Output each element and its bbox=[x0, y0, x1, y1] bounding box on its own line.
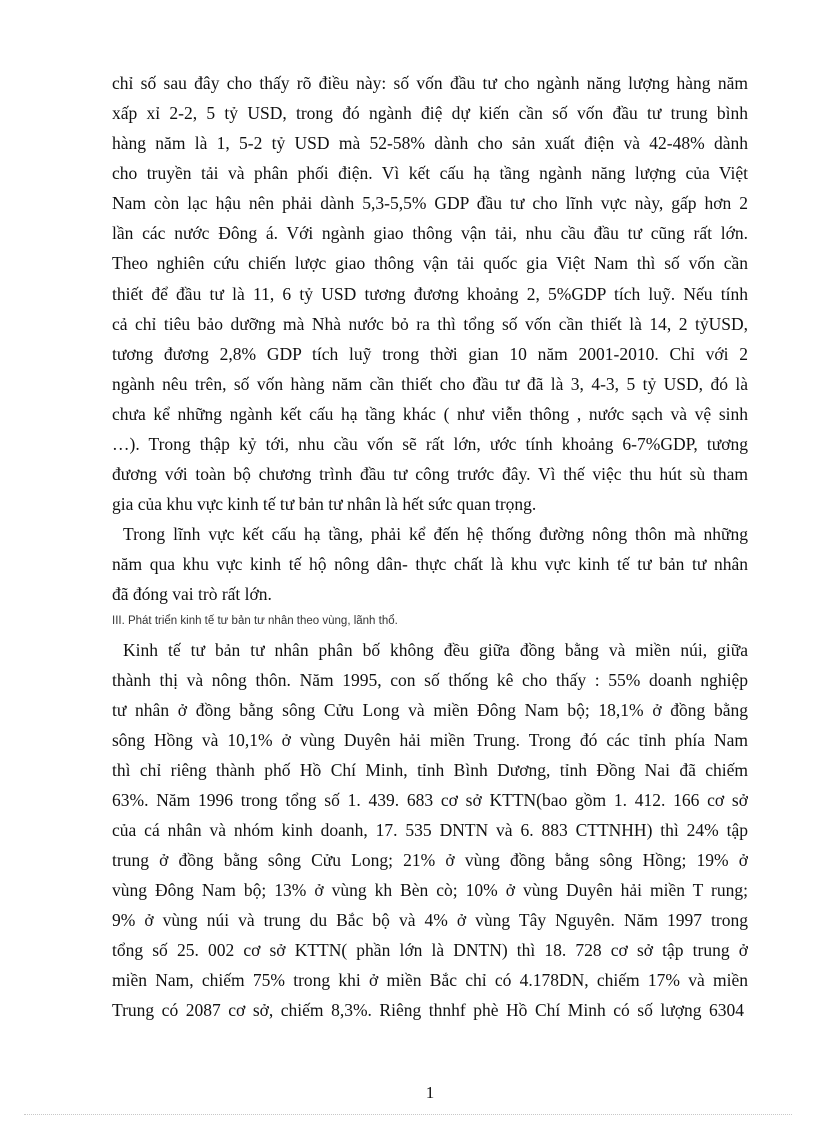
paragraph-line: của cá nhân và nhóm kinh doanh, 17. 535 DNTN và 6. 883 CTTNHH) thì 24% tập bbox=[112, 820, 748, 840]
paragraph-line: trung ở đồng bằng sông Cửu Long; 21% ở vùng đồng bằng sông Hồng; 19% ở bbox=[112, 850, 748, 870]
paragraph-line: tổng số 25. 002 cơ sở KTTN( phần lớn là DNTN) thì 18. 728 cơ sở tập trung ở bbox=[112, 940, 748, 960]
paragraph-line: ngành nêu trên, số vốn hàng năm cần thiết cho đầu tư đã là 3, 4-3, 5 tỷ USD, đó là bbox=[112, 374, 748, 394]
paragraph-line: thành thị và nông thôn. Năm 1995, con số thống kê cho thấy : 55% doanh nghiệp bbox=[112, 670, 748, 690]
paragraph-line: Trong lĩnh vực kết cấu hạ tầng, phải kể đến hệ thống đường nông thôn mà những bbox=[123, 524, 748, 544]
page-number: 1 bbox=[425, 1083, 435, 1102]
paragraph-line: xấp xỉ 2-2, 5 tỷ USD, trong đó ngành điệ dự kiến cần số vốn đầu tư trung bình bbox=[112, 103, 748, 123]
paragraph-line: lần các nước Đông á. Với ngành giao thông vận tải, nhu cầu đầu tư cũng rất lớn. bbox=[112, 223, 748, 243]
paragraph-line: tư nhân ở đồng bằng sông Cửu Long và miền Đông Nam bộ; 18,1% ở đồng bằng bbox=[112, 700, 748, 720]
paragraph-line: chưa kể những ngành kết cấu hạ tầng khác ( như viễn thông , nước sạch và vệ sinh bbox=[112, 404, 748, 424]
paragraph-line: đã đóng vai trò rất lớn. bbox=[112, 584, 272, 604]
paragraph-line: đương với toàn bộ chương trình đầu tư công trước đây. Vì thế việc thu hút sù tham bbox=[112, 464, 748, 484]
paragraph-line: cả chỉ tiêu bảo dưỡng mà Nhà nước bỏ ra thì tổng số vốn cần thiết là 14, 2 tỷUSD, bbox=[112, 314, 748, 334]
paragraph-line: 9% ở vùng núi và trung du Bắc bộ và 4% ở vùng Tây Nguyên. Năm 1997 trong bbox=[112, 910, 748, 930]
paragraph-line: Theo nghiên cứu chiến lược giao thông vận tải quốc gia Việt Nam thì số vốn cần bbox=[112, 253, 748, 273]
paragraph-line: thì chỉ riêng thành phố Hồ Chí Minh, tỉnh Bình Dương, tỉnh Đồng Nai đã chiếm bbox=[112, 760, 748, 780]
section-heading: III. Phát triển kinh tế tư bản tư nhân theo vùng, lãnh thổ. bbox=[112, 615, 398, 627]
paragraph-line: vùng Đông Nam bộ; 13% ở vùng kh Bèn cò; 10% ở vùng Duyên hải miền T rung; bbox=[112, 880, 748, 900]
paragraph-line: Nam còn lạc hậu nên phải dành 5,3-5,5% GDP đầu tư cho lĩnh vực này, gấp hơn 2 bbox=[112, 193, 748, 213]
paragraph-line: 63%. Năm 1996 trong tổng số 1. 439. 683 cơ sở KTTN(bao gồm 1. 412. 166 cơ sở bbox=[112, 790, 748, 810]
paragraph-line: tương đương 2,8% GDP tích luỹ trong thời gian 10 năm 2001-2010. Chỉ với 2 bbox=[112, 344, 748, 364]
paragraph-line: Kinh tế tư bản tư nhân phân bố không đều giữa đồng bằng và miền núi, giữa bbox=[123, 640, 748, 660]
paragraph-line: chỉ số sau đây cho thấy rõ điều này: số vốn đầu tư cho ngành năng lượng hàng năm bbox=[112, 73, 748, 93]
paragraph-line: hàng năm là 1, 5-2 tỷ USD mà 52-58% dành cho sản xuất điện và 42-48% dành bbox=[112, 133, 748, 153]
paragraph-line: cho truyền tải và phân phối điện. Vì kết cấu hạ tầng ngành năng lượng của Việt bbox=[112, 163, 748, 183]
paragraph-line: miền Nam, chiếm 75% trong khi ở miền Bắc chỉ có 4.178DN, chiếm 17% và miền bbox=[112, 970, 748, 990]
paragraph-line: Trung có 2087 cơ sở, chiếm 8,3%. Riêng thnhf phè Hồ Chí Minh có số lượng 6304 bbox=[112, 1000, 744, 1020]
paragraph-line: năm qua khu vực kinh tế hộ nông dân- thực chất là khu vực kinh tế tư bản tư nhân bbox=[112, 554, 748, 574]
paragraph-line: sông Hồng và 10,1% ở vùng Duyên hải miền Trung. Trong đó các tỉnh phía Nam bbox=[112, 730, 748, 750]
page-bottom-rule bbox=[24, 1114, 792, 1115]
paragraph-line: gia của khu vực kinh tế tư bản tư nhân là hết sức quan trọng. bbox=[112, 494, 537, 514]
paragraph-line: …). Trong thập kỷ tới, nhu cầu vốn sẽ rất lớn, ước tính khoảng 6-7%GDP, tương bbox=[112, 434, 748, 454]
paragraph-line: thiết để đầu tư là 11, 6 tỷ USD tương đương khoảng 2, 5%GDP tích luỹ. Nếu tính bbox=[112, 284, 748, 304]
